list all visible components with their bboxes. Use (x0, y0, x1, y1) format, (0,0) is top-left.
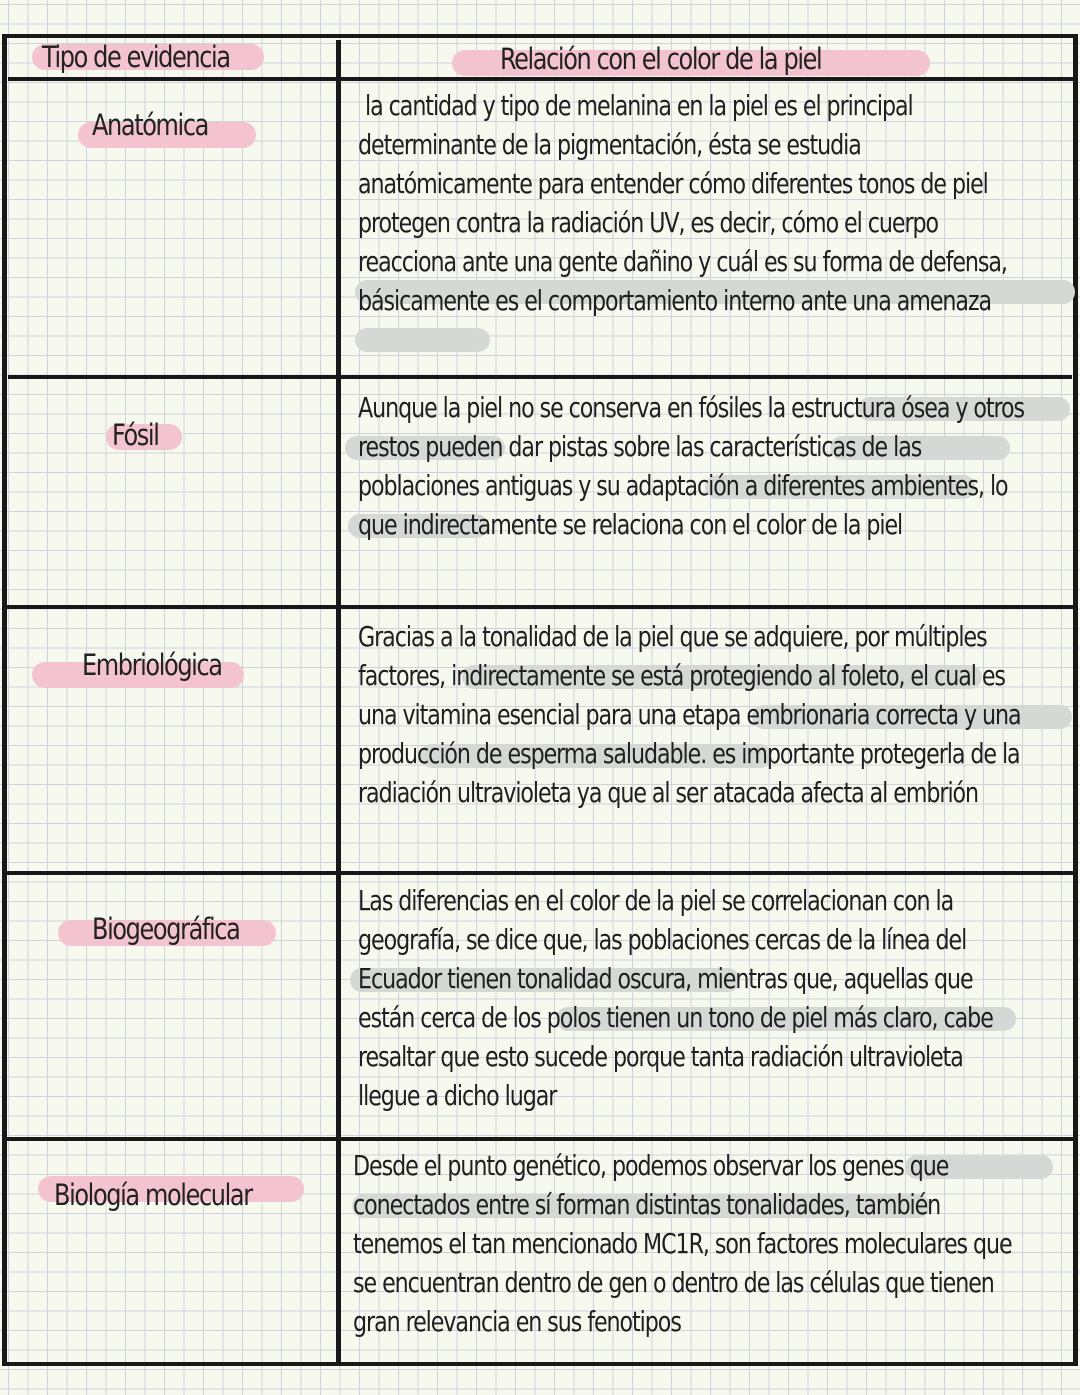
table-left-border (2, 34, 7, 1366)
row-divider-2 (4, 605, 1078, 609)
header-relacion-color-piel: Relación con el color de la piel (500, 42, 822, 76)
row-divider-3 (6, 871, 1078, 875)
row-label-anatomica: Anatómica (92, 108, 208, 142)
row-label-fosil: Fósil (112, 418, 159, 452)
table-bottom-border (4, 1362, 1078, 1366)
table-right-border (1073, 34, 1078, 1366)
row-text-anatomica: la cantidad y tipo de melanina en la piel es el principal determinante de la pigmentación, ésta se estudia anatómicamente para entender cómo diferentes tonos de piel protegen contra la radiación UV, es decir, cómo el cuerpo reacciona ante una gente dañino y cuál es su forma de defensa, básicamente es el comportamiento interno ante una amenaza (358, 89, 1007, 317)
header-tipo-de-evidencia: Tipo de evidencia (42, 40, 230, 74)
column-divider (336, 40, 341, 1366)
row-text-biogeografica: Las diferencias en el color de la piel se correlacionan con la geografía, se dice que, las poblaciones cercas de la línea del Ecuador tienen tonalidad oscura, mientras que, aquellas que están cerca de los polos tienen un tono de piel más claro, cabe resaltar que esto sucede porque tanta radiación ultravioleta llegue a dicho lugar (358, 884, 993, 1112)
row-text-fosil: Aunque la piel no se conserva en fósiles la estructura ósea y otros restos pueden dar pistas sobre las características de las poblaciones antiguas y su adaptación a diferentes ambientes, lo que indirectamente se relaciona con el color de la piel (358, 391, 1025, 541)
row-divider-1 (8, 375, 1072, 379)
text-highlight (355, 328, 490, 352)
row-label-biologia-molecular: Biología molecular (54, 1178, 252, 1212)
row-divider-4 (4, 1137, 1078, 1141)
header-divider (8, 77, 1078, 81)
row-text-embriologica: Gracias a la tonalidad de la piel que se adquiere, por múltiples factores, indirectamente se está protegiendo al foleto, el cual es una vitamina esencial para una etapa embrionaria correcta y una producción de esperma saludable. es importante protegerla de la radiación ultravioleta ya que al ser atacada afecta al embrión (358, 620, 1021, 809)
table-top-border (2, 34, 1078, 38)
row-text-biologia-molecular: Desde el punto genético, podemos observar los genes que conectados entre sí forman distintas tonalidades, también tenemos el tan mencionado MC1R, son factores moleculares que se encuentran dentro de gen o dentro de las células que tienen gran relevancia en sus fenotipos (353, 1149, 1012, 1338)
row-label-embriologica: Embriológica (82, 648, 222, 682)
row-label-biogeografica: Biogeográfica (92, 912, 240, 946)
